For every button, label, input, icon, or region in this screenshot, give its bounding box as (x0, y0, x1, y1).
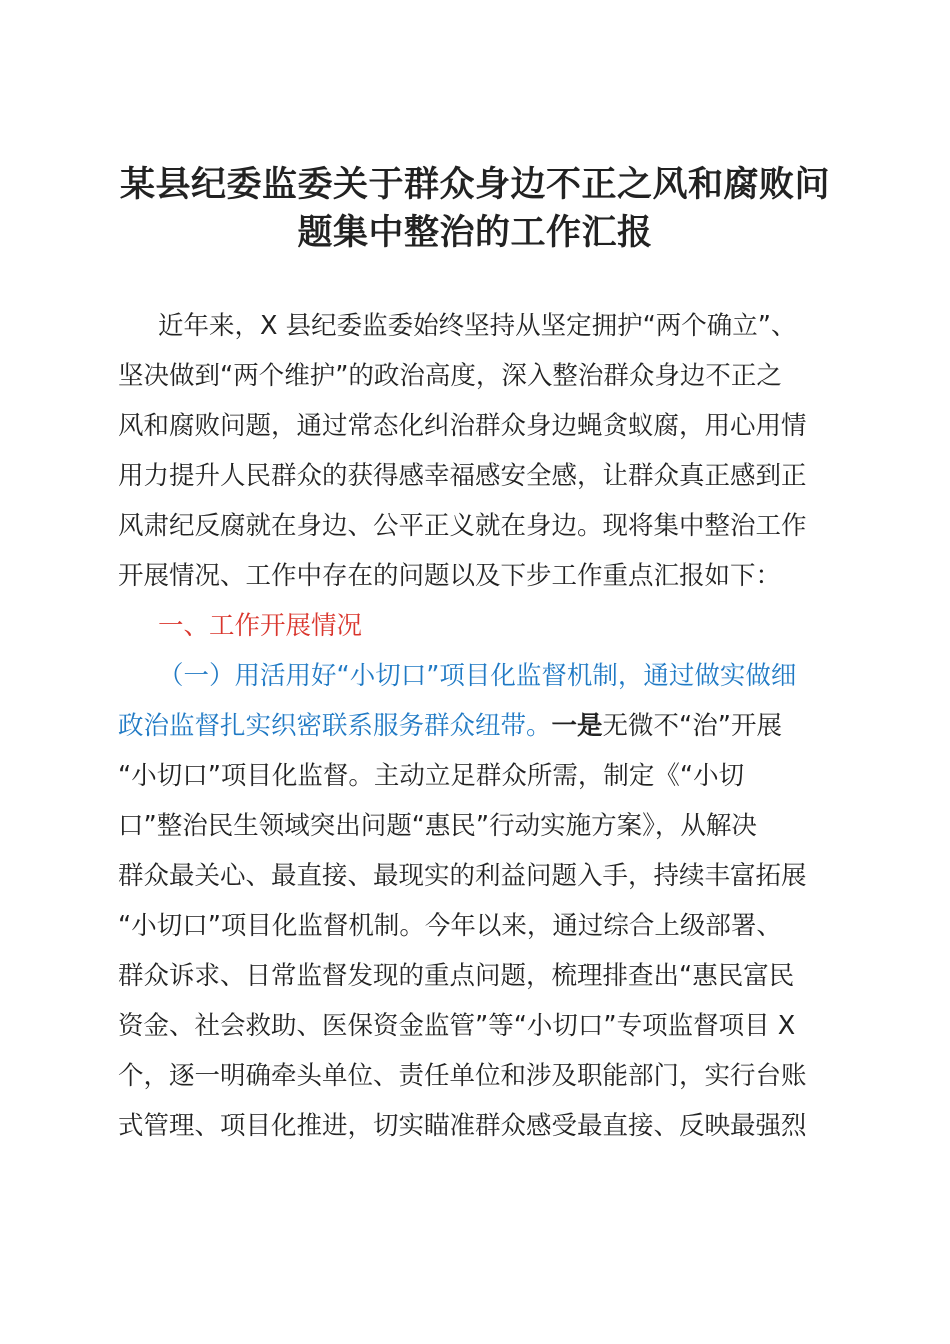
body-line: 式管理、项目化推进，切实瞄准群众感受最直接、反映最强烈 (118, 1111, 807, 1141)
body-line: 群众诉求、日常监督发现的重点问题，梳理排查出“惠民富民 (118, 961, 795, 991)
document-title-line-2: 题集中整治的工作汇报 (297, 213, 653, 253)
subsection-heading: （一）用活用好“小切口”项目化监督机制，通过做实做细 (158, 661, 797, 691)
body-line: 群众最关心、最直接、最现实的利益问题入手，持续丰富拓展 (118, 861, 807, 891)
intro-line: 近年来，X 县纪委监委始终坚持从坚定拥护“两个确立”、 (158, 311, 797, 341)
section-heading-1: 一、工作开展情况 (158, 611, 363, 641)
body-line: 资金、社会救助、医保资金监管”等“小切口”专项监督项目 X (118, 1011, 796, 1041)
body-line: “小切口”项目化监督机制。今年以来，通过综合上级部署、 (118, 911, 782, 941)
subsection-heading-tail: 政治监督扎实织密联系服务群众纽带。 (118, 711, 552, 741)
intro-line: 风和腐败问题，通过常态化纠治群众身边蝇贪蚁腐，用心用情 (118, 411, 807, 441)
intro-line: 坚决做到“两个维护”的政治高度，深入整治群众身边不正之 (118, 361, 782, 391)
body-line: “小切口”项目化监督。主动立足群众所需，制定《“小切 (118, 761, 745, 791)
intro-line: 用力提升人民群众的获得感幸福感安全感，让群众真正感到正 (118, 461, 807, 491)
document-title-line-1: 某县纪委监委关于群众身边不正之风和腐败问 (119, 165, 830, 205)
point-text: 无微不“治”开展 (602, 711, 782, 741)
body-line: 个，逐一明确牵头单位、责任单位和涉及职能部门，实行台账 (118, 1061, 807, 1091)
intro-line: 风肃纪反腐就在身边、公平正义就在身边。现将集中整治工作 (118, 511, 807, 541)
intro-line: 开展情况、工作中存在的问题以及下步工作重点汇报如下： (118, 561, 782, 591)
body-line: 口”整治民生领域突出问题“惠民”行动实施方案》，从解决 (118, 811, 757, 841)
point-marker: 一是 (551, 711, 603, 741)
subsection-heading-continued (118, 701, 838, 751)
